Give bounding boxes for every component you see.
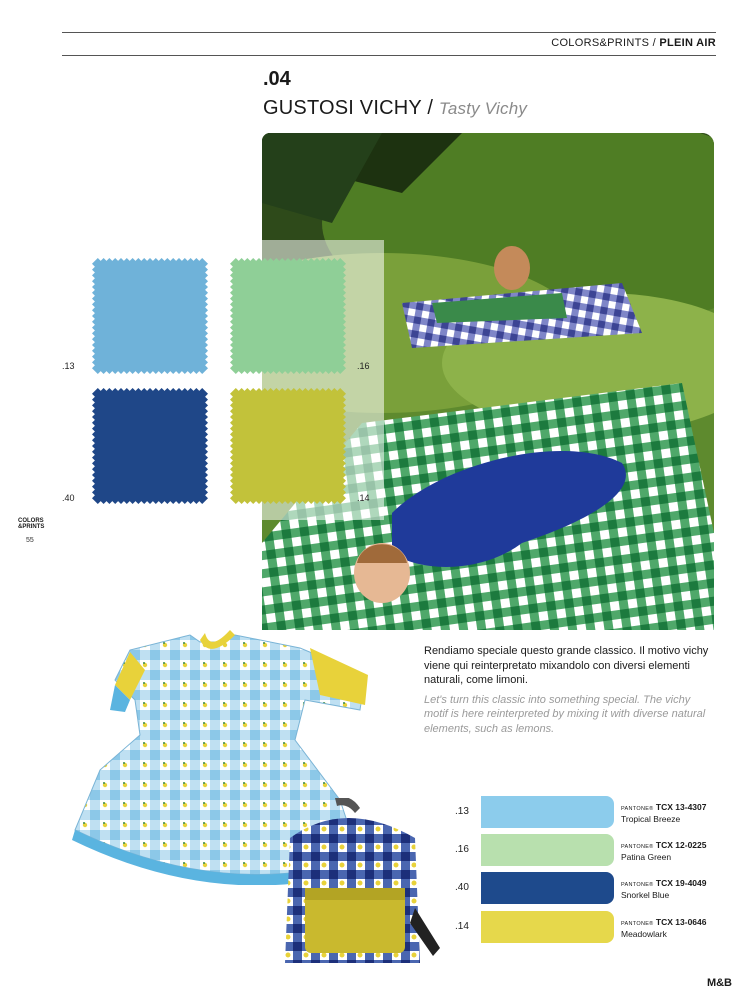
swatch-label: .14 [357, 493, 370, 503]
side-logo: COLORS &PRINTS [18, 518, 45, 530]
swatch-label: .13 [62, 361, 75, 371]
swatch-40 [92, 388, 208, 504]
article-text [412, 632, 714, 736]
pantone-code: PANTONE® TCX 13-4307 Tropical Breeze [621, 802, 707, 824]
pantone-chip [481, 834, 614, 866]
swatch-label: .16 [357, 361, 370, 371]
section-name: COLORS&PRINTS [551, 37, 650, 49]
swatch-14 [230, 388, 346, 504]
title-en: Tasty Vichy [438, 99, 528, 118]
page-number: 55 [26, 537, 34, 544]
pantone-row [455, 834, 725, 866]
swatch-16 [230, 258, 346, 374]
gingham-backpack-image [275, 798, 445, 968]
swatch-13 [92, 258, 208, 374]
pantone-num: .40 [455, 882, 469, 893]
pantone-row [455, 796, 725, 828]
text-italian: Rendiamo speciale questo grande classico. Il motivo vichy viene qui reinterpretato mixandolo con diversi elementi naturali, come limoni. [424, 645, 709, 686]
pantone-code: PANTONE® TCX 13-0646 Meadowlark [621, 917, 707, 939]
article-number: .04 [263, 68, 291, 90]
subsection-name: PLEIN AIR [659, 37, 716, 49]
pantone-chip [481, 911, 614, 943]
pantone-code: PANTONE® TCX 19-4049 Snorkel Blue [621, 878, 707, 900]
footer-logo: M&B [706, 977, 732, 989]
pantone-row [455, 872, 725, 904]
top-rule [62, 32, 716, 33]
pantone-chip [481, 796, 614, 828]
title-it: GUSTOSI VICHY [263, 97, 422, 119]
pantone-chip [481, 872, 614, 904]
header-rule [62, 55, 716, 56]
pantone-row [455, 911, 725, 943]
pantone-num: .14 [455, 921, 469, 932]
article-title: GUSTOSI VICHY / Tasty Vichy [263, 97, 528, 119]
pantone-code: PANTONE® TCX 12-0225 Patina Green [621, 840, 707, 862]
swatch-label: .40 [62, 493, 75, 503]
section-header: COLORS&PRINTS / PLEIN AIR [551, 37, 716, 49]
text-english: Let's turn this classic into something special. The vichy motif is here reinterpreted by mixing it with diverse natural elements, such as lemons. [424, 693, 706, 735]
pantone-num: .16 [455, 844, 469, 855]
pantone-num: .13 [455, 806, 469, 817]
